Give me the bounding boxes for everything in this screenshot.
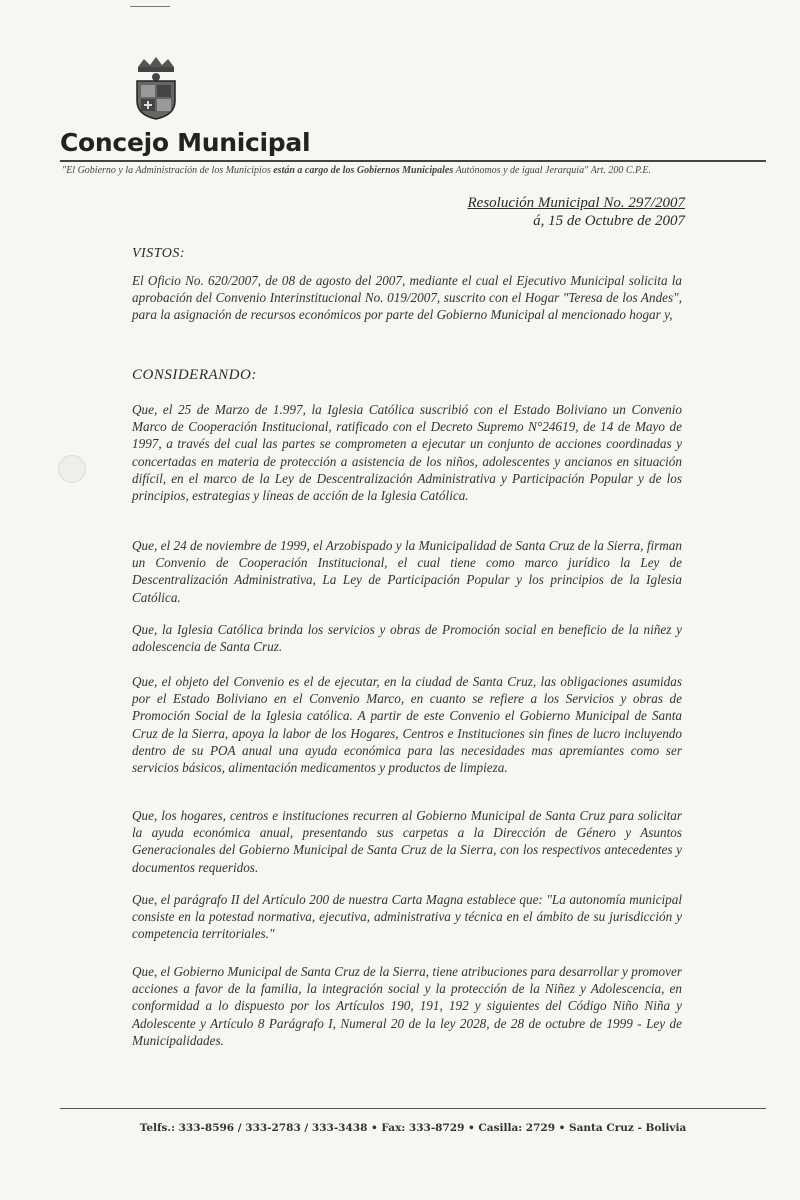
considerando-paragraph-7: Que, el Gobierno Municipal de Santa Cruz de la Sierra, tiene atribuciones para desarrollar y promover acciones a favor de la familia, la integración social y la protección de la Niñez y Adolescencia, en conformidad a lo dispuesto por los Artículos 190, 191, 192 y siguientes del Código Niño Niña y Adolescente y Artículo 8 Parágrafo I, Numeral 20 de la ley 2028, de 28 de octubre de 1999 - Ley de Municipalidades. [132, 964, 682, 1048]
vistos-paragraph: El Oficio No. 620/2007, de 08 de agosto del 2007, mediante el cual el Ejecutivo Municipal solicita la aprobación del Convenio Interinstitucional No. 019/2007, suscrito con el Hogar "Teresa de los Andes", para la asignación de recursos económicos por parte del Gobierno Municipal al mencionado hogar y, [132, 273, 682, 323]
considerando-paragraph-6: Que, el parágrafo II del Artículo 200 de nuestra Carta Magna establece que: "La autonomía municipal consiste en la potestad normativa, ejecutiva, administrativa y técnica en el ámbito de su jurisdicción y competencia territoriales." [132, 892, 682, 942]
considerando-paragraph-2: Que, el 24 de noviembre de 1999, el Arzobispado y la Municipalidad de Santa Cruz de la Sierra, firman un Convenio de Cooperación Institucional, el cual tiene como marco jurídico la Ley de Descentralización Administrativa, La Ley de Participación Popular y los principios de la Iglesia Católica. [132, 538, 682, 605]
resolution-title: Resolución Municipal No. 297/2007 [467, 195, 685, 211]
motto-part-1: "El Gobierno y la Administración de los Municipios [62, 165, 274, 176]
considerando-paragraph-4: Que, el objeto del Convenio es el de ejecutar, en la ciudad de Santa Cruz, las obligaciones asumidas por el Estado Boliviano en el Convenio Marco, en cuanto se refiere a los Servicios y obras de Promoción Social de la Iglesia católica. A partir de este Convenio el Gobierno Municipal de Santa Cruz de la Sierra, apoya la labor de los Hogares, Centros e Instituciones sin fines de lucro incluyendo dentro de su POA anual una ayuda económica para las necesidades mas apremiantes como ser servicios básicos, alimentación medicamentos y productos de limpieza. [132, 674, 682, 776]
considerando-paragraph-1: Que, el 25 de Marzo de 1.997, la Iglesia Católica suscribió con el Estado Boliviano un Convenio Marco de Cooperación Institucional, ratificado con el Decreto Supremo N°24619, de 14 de Mayo de 1997, a través del cual las partes se comprometen a ejecutar un conjunto de acciones coordinadas y concertadas en materia de protección a asistencia de los niños, adolescentes y ancianos en situación difícil, en el marco de la Ley de Descentralización Administrativa y Participación Popular y de los principios, estrategias y líneas de acción de la Iglesia Católica. [132, 402, 682, 504]
motto [62, 165, 766, 176]
resolution-date: á, 15 de Octubre de 2007 [533, 213, 685, 229]
footer-contact: Telfs.: 333-8596 / 333-2783 / 333-3438 • Fax: 333-8729 • Casilla: 2729 • Santa Cruz - Bolivia [139, 1122, 687, 1134]
motto-part-2: Autónomos y de igual Jerarquía" Art. 200 C.P.E. [453, 165, 651, 176]
header-divider [60, 160, 766, 162]
resolution-block [468, 194, 685, 230]
considerando-paragraph-3: Que, la Iglesia Católica brinda los servicios y obras de Promoción social en beneficio de la niñez y adolescencia de Santa Cruz. [132, 622, 682, 655]
organization-name: Concejo Municipal [60, 128, 311, 157]
considerando-heading: CONSIDERANDO: [132, 367, 257, 383]
scan-mark [130, 6, 170, 7]
municipal-crest-logo [130, 55, 182, 121]
motto-bold: están a cargo de los Gobiernos Municipales [273, 165, 454, 176]
footer-divider [60, 1108, 766, 1109]
vistos-heading: VISTOS: [132, 246, 186, 261]
punch-hole-mark [58, 455, 86, 483]
considerando-paragraph-5: Que, los hogares, centros e instituciones recurren al Gobierno Municipal de Santa Cruz para solicitar la ayuda económica anual, presentando sus carpetas a la Dirección de Género y Asuntos Generacionales del Gobierno Municipal de Santa Cruz de la Sierra, con los respectivos antecedentes y documentos requeridos. [132, 808, 682, 875]
